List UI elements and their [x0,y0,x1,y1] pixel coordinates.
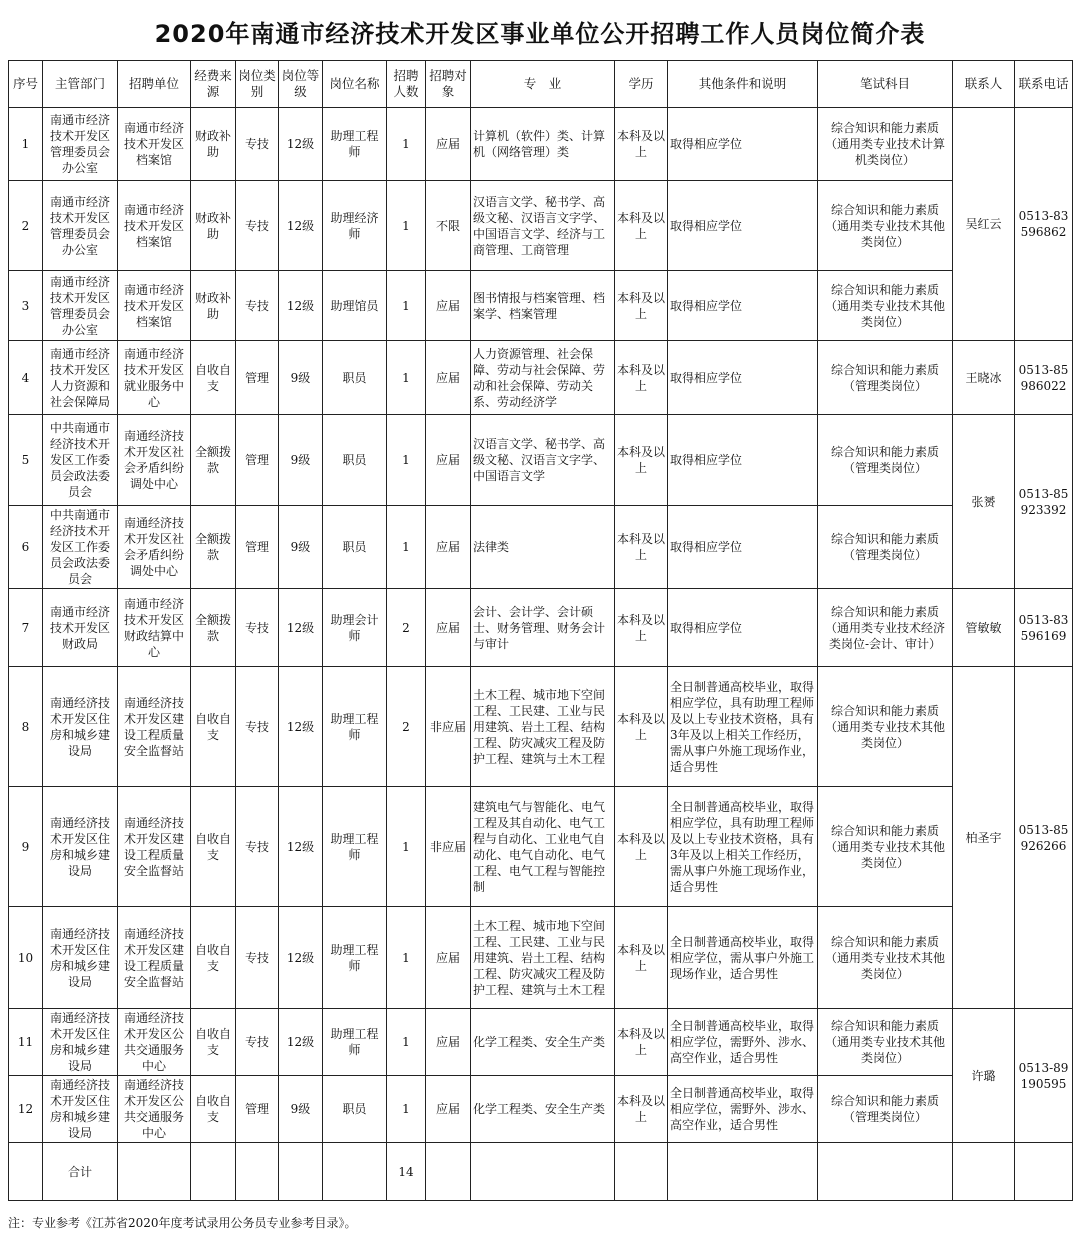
cell-num: 1 [387,1076,426,1143]
cell-num: 1 [387,1009,426,1076]
cell-no: 4 [9,341,43,415]
cell-exam: 综合知识和能力素质（通用类专业技术计算机类岗位） [818,108,953,181]
header-cell: 招聘单位 [118,61,191,108]
cell-dept: 南通市经济技术开发区管理委员会办公室 [43,181,118,271]
cell-no: 6 [9,506,43,589]
cell-dept: 南通市经济技术开发区人力资源和社会保障局 [43,341,118,415]
header-row [9,61,1073,108]
cell-pos: 助理工程师 [323,907,387,1009]
cell-target: 应届 [426,1076,471,1143]
cell-num: 1 [387,907,426,1009]
cell-unit: 南通经济技术开发区建设工程质量安全监督站 [118,907,191,1009]
cell-cat: 管理 [236,415,279,506]
header-cell: 主管部门 [43,61,118,108]
cell-contact: 张赟 [953,415,1015,589]
cell-edu: 本科及以上 [615,271,668,341]
table-row [9,667,1073,787]
cell-exam: 综合知识和能力素质（通用类专业技术其他类岗位） [818,271,953,341]
cell-major: 汉语言文学、秘书学、高级文秘、汉语言文字学、中国语言文学 [471,415,615,506]
cell-dept: 南通经济技术开发区住房和城乡建设局 [43,667,118,787]
cell-pos: 助理工程师 [323,667,387,787]
cell-no: 1 [9,108,43,181]
total-empty-cell [1015,1143,1073,1201]
recruitment-table [8,60,1073,1201]
footnote: 注：专业参考《江苏省2020年度考试录用公务员专业参考目录》。 [8,1216,357,1230]
cell-other: 取得相应学位 [668,271,818,341]
cell-dept: 南通经济技术开发区住房和城乡建设局 [43,1076,118,1143]
table-row [9,341,1073,415]
cell-exam: 综合知识和能力素质（管理类岗位） [818,1076,953,1143]
total-empty-cell [191,1143,236,1201]
cell-fund: 自收自支 [191,787,236,907]
cell-major: 土木工程、城市地下空间工程、工民建、工业与民用建筑、岩土工程、结构工程、防灾减灾工程及防护工程、建筑与土木工程 [471,907,615,1009]
cell-target: 应届 [426,341,471,415]
cell-target: 不限 [426,181,471,271]
cell-dept: 南通市经济技术开发区管理委员会办公室 [43,108,118,181]
header-cell: 联系电话 [1015,61,1073,108]
table-row [9,787,1073,907]
header-cell: 招聘人数 [387,61,426,108]
cell-grade: 12级 [279,181,323,271]
cell-dept: 南通经济技术开发区住房和城乡建设局 [43,907,118,1009]
cell-cat: 专技 [236,181,279,271]
cell-major: 建筑电气与智能化、电气工程及其自动化、电气工程与自动化、工业电气自动化、电气自动化、电气工程、电气工程与智能控制 [471,787,615,907]
cell-no: 2 [9,181,43,271]
table-row [9,589,1073,667]
cell-num: 1 [387,415,426,506]
cell-edu: 本科及以上 [615,1076,668,1143]
header-cell: 联系人 [953,61,1015,108]
cell-pos: 职员 [323,415,387,506]
cell-cat: 管理 [236,1076,279,1143]
cell-no: 10 [9,907,43,1009]
cell-major: 计算机（软件）类、计算机（网络管理）类 [471,108,615,181]
cell-unit: 南通经济技术开发区社会矛盾纠纷调处中心 [118,506,191,589]
cell-fund: 全额拨款 [191,589,236,667]
cell-pos: 职员 [323,1076,387,1143]
cell-other: 全日制普通高校毕业，取得相应学位，具有助理工程师及以上专业技术资格，具有3年及以上相关工作经历，需从事户外施工现场作业，适合男性 [668,667,818,787]
cell-phone: 0513-83596862 [1015,108,1073,341]
cell-no: 11 [9,1009,43,1076]
total-empty-cell [953,1143,1015,1201]
cell-contact: 吴红云 [953,108,1015,341]
total-empty-cell [323,1143,387,1201]
cell-other: 全日制普通高校毕业，取得相应学位，需野外、涉水、高空作业，适合男性 [668,1076,818,1143]
total-empty-cell [426,1143,471,1201]
table-row [9,415,1073,506]
cell-exam: 综合知识和能力素质（通用类专业技术其他类岗位） [818,667,953,787]
table-row [9,1076,1073,1143]
cell-target: 非应届 [426,787,471,907]
cell-fund: 财政补助 [191,271,236,341]
cell-major: 汉语言文学、秘书学、高级文秘、汉语言文字学、中国语言文学、经济与工商管理、工商管理 [471,181,615,271]
cell-grade: 12级 [279,589,323,667]
total-empty-cell [818,1143,953,1201]
cell-cat: 专技 [236,787,279,907]
cell-unit: 南通市经济技术开发区档案馆 [118,271,191,341]
cell-other: 取得相应学位 [668,506,818,589]
cell-cat: 专技 [236,667,279,787]
cell-major: 人力资源管理、社会保障、劳动与社会保障、劳动和社会保障、劳动关系、劳动经济学 [471,341,615,415]
cell-grade: 12级 [279,667,323,787]
cell-unit: 南通市经济技术开发区就业服务中心 [118,341,191,415]
cell-target: 应届 [426,907,471,1009]
cell-exam: 综合知识和能力素质（通用类专业技术其他类岗位） [818,1009,953,1076]
table-row [9,271,1073,341]
cell-unit: 南通市经济技术开发区档案馆 [118,181,191,271]
cell-phone: 0513-85926266 [1015,667,1073,1009]
cell-phone: 0513-89190595 [1015,1009,1073,1143]
cell-other: 全日制普通高校毕业，取得相应学位，需从事户外施工现场作业，适合男性 [668,907,818,1009]
cell-cat: 管理 [236,341,279,415]
cell-cat: 专技 [236,907,279,1009]
cell-other: 取得相应学位 [668,415,818,506]
cell-contact: 柏圣宇 [953,667,1015,1009]
cell-pos: 职员 [323,341,387,415]
cell-edu: 本科及以上 [615,181,668,271]
cell-exam: 综合知识和能力素质（通用类专业技术其他类岗位） [818,181,953,271]
total-empty-cell [236,1143,279,1201]
header-cell: 招聘对象 [426,61,471,108]
cell-other: 全日制普通高校毕业，取得相应学位，需野外、涉水、高空作业，适合男性 [668,1009,818,1076]
cell-pos: 助理经济师 [323,181,387,271]
cell-exam: 综合知识和能力素质（通用类专业技术其他类岗位） [818,787,953,907]
header-cell: 专 业 [471,61,615,108]
cell-grade: 12级 [279,271,323,341]
cell-pos: 助理工程师 [323,1009,387,1076]
cell-other: 全日制普通高校毕业，取得相应学位，具有助理工程师及以上专业技术资格，具有3年及以上相关工作经历，需从事户外施工现场作业，适合男性 [668,787,818,907]
cell-major: 图书情报与档案管理、档案学、档案管理 [471,271,615,341]
header-cell: 岗位名称 [323,61,387,108]
cell-other: 取得相应学位 [668,589,818,667]
header-cell: 序号 [9,61,43,108]
table-row [9,181,1073,271]
cell-edu: 本科及以上 [615,589,668,667]
cell-pos: 助理会计师 [323,589,387,667]
header-cell: 学历 [615,61,668,108]
cell-edu: 本科及以上 [615,341,668,415]
total-empty-cell [615,1143,668,1201]
cell-major: 化学工程类、安全生产类 [471,1076,615,1143]
cell-unit: 南通经济技术开发区公共交通服务中心 [118,1076,191,1143]
cell-grade: 9级 [279,415,323,506]
cell-num: 1 [387,506,426,589]
cell-phone: 0513-83596169 [1015,589,1073,667]
cell-target: 应届 [426,271,471,341]
cell-phone: 0513-85986022 [1015,341,1073,415]
cell-target: 非应届 [426,667,471,787]
cell-unit: 南通经济技术开发区社会矛盾纠纷调处中心 [118,415,191,506]
document-title: 2020年南通市经济技术开发区事业单位公开招聘工作人员岗位简介表 [154,20,926,48]
cell-grade: 12级 [279,1009,323,1076]
cell-edu: 本科及以上 [615,415,668,506]
cell-edu: 本科及以上 [615,667,668,787]
cell-fund: 自收自支 [191,667,236,787]
cell-no: 9 [9,787,43,907]
total-empty-cell [118,1143,191,1201]
cell-edu: 本科及以上 [615,108,668,181]
cell-dept: 南通市经济技术开发区财政局 [43,589,118,667]
cell-fund: 全额拨款 [191,506,236,589]
cell-exam: 综合知识和能力素质（通用类专业技术其他类岗位） [818,907,953,1009]
cell-edu: 本科及以上 [615,506,668,589]
cell-fund: 财政补助 [191,181,236,271]
table-row [9,1009,1073,1076]
total-empty-cell [471,1143,615,1201]
cell-major: 法律类 [471,506,615,589]
cell-edu: 本科及以上 [615,1009,668,1076]
cell-other: 取得相应学位 [668,341,818,415]
cell-major: 化学工程类、安全生产类 [471,1009,615,1076]
table-row [9,907,1073,1009]
cell-pos: 助理工程师 [323,108,387,181]
cell-major: 土木工程、城市地下空间工程、工民建、工业与民用建筑、岩土工程、结构工程、防灾减灾工程及防护工程、建筑与土木工程 [471,667,615,787]
cell-no: 3 [9,271,43,341]
total-row [9,1143,1073,1201]
cell-contact: 管敏敏 [953,589,1015,667]
cell-contact: 王晓冰 [953,341,1015,415]
cell-num: 1 [387,787,426,907]
header-cell: 岗位等级 [279,61,323,108]
cell-target: 应届 [426,506,471,589]
table-row [9,108,1073,181]
cell-other: 取得相应学位 [668,181,818,271]
cell-target: 应届 [426,589,471,667]
cell-exam: 综合知识和能力素质（通用类专业技术经济类岗位-会计、审计） [818,589,953,667]
table-row [9,506,1073,589]
cell-contact: 许璐 [953,1009,1015,1143]
cell-unit: 南通市经济技术开发区档案馆 [118,108,191,181]
cell-grade: 9级 [279,341,323,415]
cell-dept: 中共南通市经济技术开发区工作委员会政法委员会 [43,506,118,589]
cell-cat: 专技 [236,271,279,341]
cell-grade: 12级 [279,907,323,1009]
cell-unit: 南通经济技术开发区建设工程质量安全监督站 [118,667,191,787]
cell-cat: 专技 [236,108,279,181]
cell-cat: 专技 [236,1009,279,1076]
cell-phone: 0513-85923392 [1015,415,1073,589]
total-empty-cell [668,1143,818,1201]
cell-exam: 综合知识和能力素质（管理类岗位） [818,341,953,415]
cell-dept: 南通经济技术开发区住房和城乡建设局 [43,787,118,907]
header-cell: 笔试科目 [818,61,953,108]
cell-fund: 财政补助 [191,108,236,181]
cell-num: 2 [387,667,426,787]
cell-other: 取得相应学位 [668,108,818,181]
total-num: 14 [387,1143,426,1201]
cell-fund: 全额拨款 [191,415,236,506]
total-label: 合计 [43,1143,118,1201]
cell-num: 1 [387,271,426,341]
total-empty-cell [9,1143,43,1201]
total-empty-cell [279,1143,323,1201]
cell-no: 7 [9,589,43,667]
cell-pos: 助理馆员 [323,271,387,341]
cell-unit: 南通市经济技术开发区财政结算中心 [118,589,191,667]
cell-num: 1 [387,108,426,181]
cell-target: 应届 [426,1009,471,1076]
cell-fund: 自收自支 [191,1076,236,1143]
cell-num: 2 [387,589,426,667]
cell-target: 应届 [426,415,471,506]
cell-major: 会计、会计学、会计硕士、财务管理、财务会计与审计 [471,589,615,667]
cell-unit: 南通经济技术开发区建设工程质量安全监督站 [118,787,191,907]
cell-no: 5 [9,415,43,506]
cell-num: 1 [387,341,426,415]
cell-grade: 12级 [279,108,323,181]
cell-exam: 综合知识和能力素质（管理类岗位） [818,506,953,589]
cell-grade: 9级 [279,1076,323,1143]
cell-dept: 南通经济技术开发区住房和城乡建设局 [43,1009,118,1076]
cell-target: 应届 [426,108,471,181]
cell-dept: 南通市经济技术开发区管理委员会办公室 [43,271,118,341]
cell-pos: 职员 [323,506,387,589]
cell-exam: 综合知识和能力素质（管理类岗位） [818,415,953,506]
cell-pos: 助理工程师 [323,787,387,907]
cell-cat: 专技 [236,589,279,667]
cell-edu: 本科及以上 [615,787,668,907]
header-cell: 其他条件和说明 [668,61,818,108]
cell-fund: 自收自支 [191,341,236,415]
cell-fund: 自收自支 [191,1009,236,1076]
cell-dept: 中共南通市经济技术开发区工作委员会政法委员会 [43,415,118,506]
cell-cat: 管理 [236,506,279,589]
cell-no: 12 [9,1076,43,1143]
header-cell: 经费来源 [191,61,236,108]
cell-grade: 9级 [279,506,323,589]
cell-num: 1 [387,181,426,271]
header-cell: 岗位类别 [236,61,279,108]
cell-no: 8 [9,667,43,787]
cell-fund: 自收自支 [191,907,236,1009]
cell-unit: 南通经济技术开发区公共交通服务中心 [118,1009,191,1076]
cell-grade: 12级 [279,787,323,907]
cell-edu: 本科及以上 [615,907,668,1009]
